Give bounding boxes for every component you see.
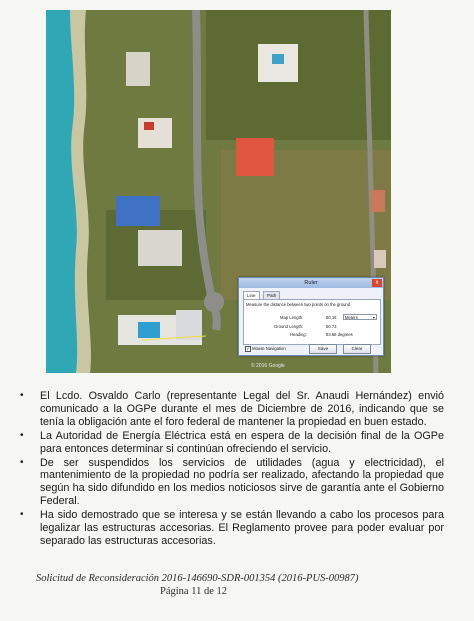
page-number: Página 11 de 12 — [160, 586, 227, 597]
bullet-list — [20, 390, 444, 548]
list-item-text: Ha sido demostrado que se interesa y se están llevando a cabo los procesos para legalizar las estructuras accesorias. El Reglamento provee para poder evaluar por separado las estructuras accesorias. — [40, 509, 444, 547]
ground-length-label: Ground Length: — [274, 324, 304, 329]
list-item-text: El Lcdo. Osvaldo Carlo (representante Legal del Sr. Anaudi Hernández) envió comunicado a la OGPe durante el mes de Diciembre de 2016, indicando que se tenía la obligación ante el foro federal de mantener la propiedad en buen estado. — [40, 390, 444, 428]
ruler-titlebar[interactable] — [239, 278, 383, 288]
ruler-title: Ruler — [304, 280, 318, 286]
bullet-icon: • — [20, 509, 24, 521]
save-button[interactable]: Save — [309, 344, 337, 354]
map-length-label: Map Length: — [280, 315, 304, 320]
ruler-panel — [243, 299, 381, 345]
map-length-value: 50.16 — [326, 315, 337, 320]
mouse-navigation-checkbox[interactable] — [245, 346, 286, 352]
close-icon[interactable]: x — [372, 279, 382, 287]
clear-button[interactable]: Clear — [343, 344, 371, 354]
ruler-dialog — [238, 277, 384, 356]
list-item-text: La Autoridad de Energía Eléctrica está en espera de la decisión final de la OGPe para entonces determinar si continúan ofreciendo el servicio. — [40, 429, 444, 455]
ground-length-value: 50.73 — [326, 324, 337, 329]
bullet-icon: • — [20, 456, 24, 468]
document-reference: Solicitud de Reconsideración 2016-146690-SDR-001354 (2016-PUS-00987) — [36, 573, 359, 584]
unit-select[interactable] — [343, 314, 377, 320]
check-icon: ✓ — [246, 346, 250, 351]
list-item — [20, 457, 444, 509]
bullet-icon: • — [20, 390, 24, 401]
heading-label: Heading: — [290, 332, 307, 337]
list-item — [20, 390, 444, 429]
tab-path[interactable]: Path — [263, 291, 280, 299]
ruler-description: Measure the distance between two points on the ground — [246, 302, 351, 307]
heading-value: 83.68 degrees — [326, 332, 353, 337]
list-item — [20, 430, 444, 456]
map-copyright: © 2016 Google — [251, 363, 285, 369]
bullet-icon: • — [20, 429, 24, 441]
list-item — [20, 509, 444, 548]
mouse-navigation-label: Mouse Navigation — [252, 346, 286, 352]
list-item-text: De ser suspendidos los servicios de utilidades (agua y electricidad), el mantenimiento de la propiedad no podría ser realizado, afectando la propiedad que según ha sido difundido en los medios noticiosos sirve de garantía ante el Gobierno Federal. — [40, 456, 444, 508]
tab-line[interactable]: Line — [243, 291, 260, 299]
unit-select-value: Meters — [345, 315, 358, 320]
chevron-down-icon: ▾ — [372, 315, 375, 320]
